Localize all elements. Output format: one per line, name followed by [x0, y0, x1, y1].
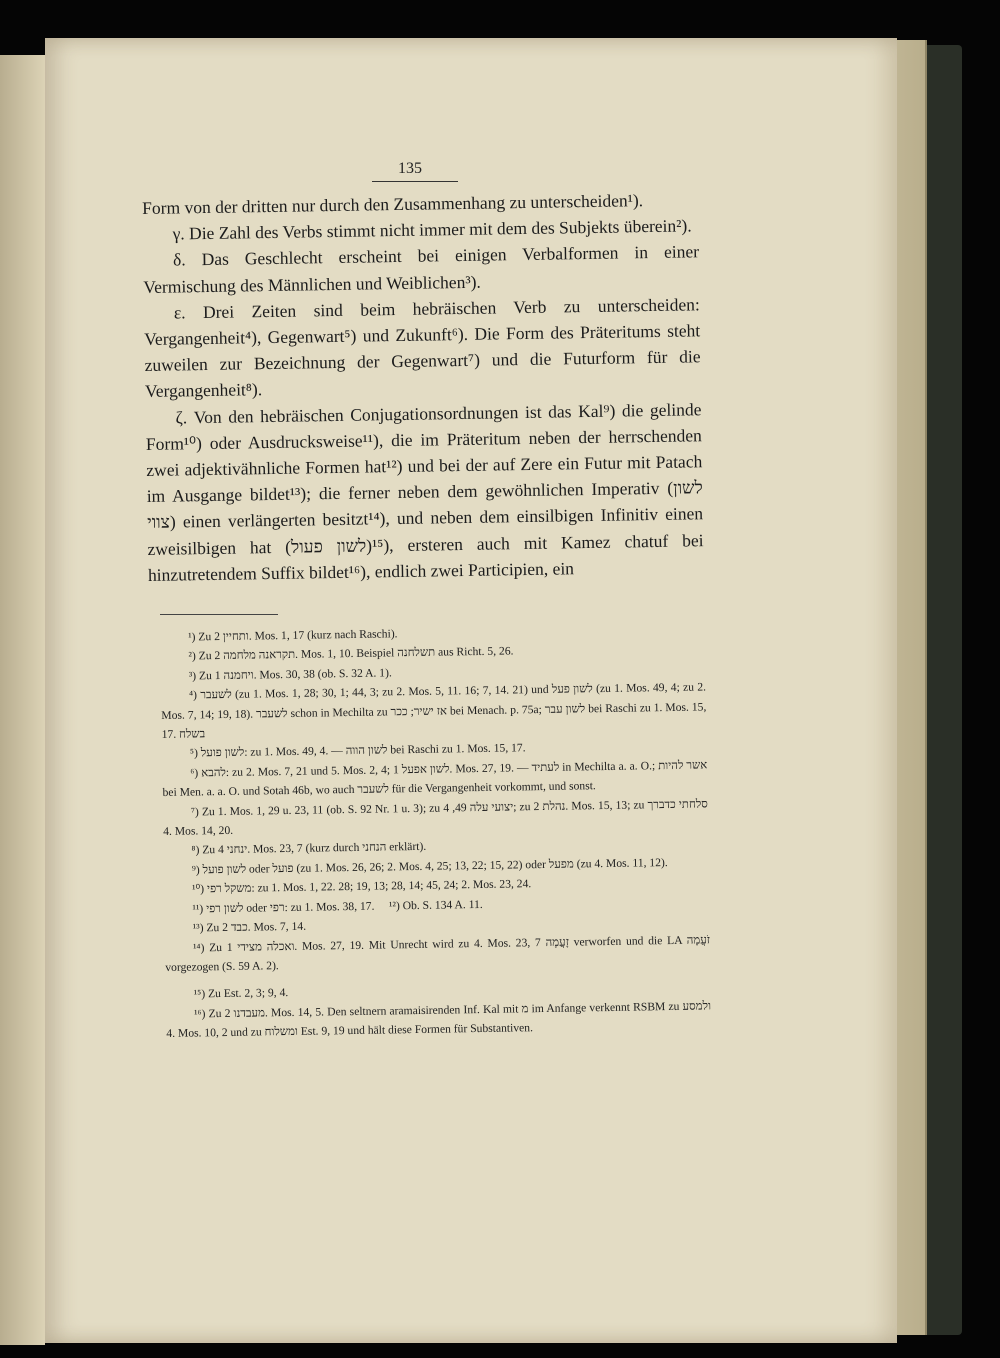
facing-page-edge [0, 55, 45, 1345]
footnote: ⁵) לשון פועל: zu 1. Mos. 49, 4. — לשון הווה bei Raschi zu 1. Mos. 15, 17. [189, 741, 526, 760]
body-paragraph: Form von der dritten nur durch den Zusammenhang zu unterscheiden¹). [142, 190, 644, 218]
footnote: ¹) Zu ותחיין 2. Mos. 1, 17 (kurz nach Raschi). [188, 627, 398, 644]
main-text [142, 186, 704, 588]
footnote: ¹⁴) Zu ואכלה מצידי 1. Mos. 27, 19. Mit Unrecht wird zu 4. Mos. 23, 7 זָעֲמָה verworfen und die LA זֹעֲמָה vorgezogen (S. 59 A. 2). [165, 932, 711, 974]
body-paragraph: γ. Die Zahl des Verbs stimmt nicht immer mit dem des Subjekts überein²). [172, 215, 692, 244]
footnote: ⁷) Zu 1. Mos. 1, 29 u. 23, 11 (ob. S. 92 Nr. 1 u. 3); zu יצועי עלה 49, 4; zu נהלת 2. Mos. 15, 13; zu סלחתי כדברך 4. Mos. 14, 20. [163, 797, 708, 839]
footnote: ²) Zu תקראנה מלחמה 2. Mos. 1, 10. Beispiel תשלחנה aus Richt. 5, 26. [188, 644, 514, 663]
footnote: ³) Zu ויחמנה 1. Mos. 30, 38 (ob. S. 32 A. 1). [188, 666, 392, 683]
footnote: ⁶) להבא: zu 2. Mos. 7, 21 und 5. Mos. 2, 4; לשון אפעל 1. Mos. 27, 19. — לעתיד in Mechilta a. a. O.; אשר להיות bei Men. a. a. O. und Sotah 46b, wo auch לשעבר für die Vergangenheit vorkommt, und sonst. [162, 758, 708, 800]
footnote: ¹⁰) משקל רפי: zu 1. Mos. 1, 22. 28; 19, 13; 28, 14; 45, 24; 2. Mos. 23, 24. [192, 877, 532, 896]
footnote: ¹³) Zu כבד 2. Mos. 7, 14. [192, 919, 307, 935]
footnote-separator [160, 614, 278, 615]
body-paragraph: ζ. Von den hebräischen Conjugationsordnungen ist das Kal⁹) die gelinde Form¹⁰) oder Ausdrucksweise¹¹), die im Präteritum neben der herrschenden zwei adjektivähnliche Formen hat¹²) und bei der auf Zere ein Futur mit Patach im Ausgange bildet¹³); die ferner neben dem gewöhnlichen Imperativ (לשון צווי) einen verlängerten besitzt¹⁴), und neben dem einsilbigen Infinitiv einen zweisilbigen hat (לשון פעול)¹⁵), ersteren auch mit Kamez chatuf bei hinzutretendem Suffix bildet¹⁶), endlich zwei Participien, ein [145, 398, 704, 585]
page-number-rule [372, 181, 458, 182]
footnote: ⁴) לשעבר (zu 1. Mos. 1, 28; 30, 1; 44, 3; zu 2. Mos. 5, 11. 16; 7, 14. 21) und לשון פעל (zu 1. Mos. 49, 4; zu 2. Mos. 7, 14; 19, 18). לשעבר schon in Mechilta zu אז ישיר; ככר bei Menach. p. 75a; לשון עבר bei Raschi zu 1. Mos. 15, 17. בשלח [161, 680, 707, 742]
body-paragraph: ε. Drei Zeiten sind beim hebräischen Verb zu unterscheiden: Vergangenheit⁴), Gegenwart⁵) und Zukunft⁶). Die Form des Präteritums steht zuweilen zur Bezeichnung der Gegenwart⁷) und die Futurform für die Vergangenheit⁸). [144, 294, 701, 402]
footnote: ⁹) לשון פועל oder פועל (zu 1. Mos. 26, 26; 2. Mos. 4, 25; 13, 22; 15, 22) oder מפעל (zu 4. Mos. 11, 12). [191, 855, 668, 877]
footnote: ¹⁶) Zu מעבדנו 2. Mos. 14, 5. Den seltnern aramaisirenden Inf. Kal mit מ im Anfange verkennt RSBM zu ולמסע 4. Mos. 10, 2 und zu ומשלוח Est. 9, 19 und hält diese Formen für Substantiven. [166, 999, 712, 1041]
footnote: ¹¹) לשון רפי oder רפי: zu 1. Mos. 38, 17. ¹²) Ob. S. 134 A. 11. [192, 897, 483, 916]
body-paragraph: δ. Das Geschlecht erscheint bei einigen Verbalformen in einer Vermischung des Männlichen und Weiblichen³). [143, 241, 700, 297]
footnote: ⁸) Zu ינחני 4. Mos. 23, 7 (kurz durch הנחני erklärt). [191, 840, 427, 858]
page-number: 135 [398, 160, 422, 177]
footnote: ¹⁵) Zu Est. 2, 3; 9, 4. [193, 986, 289, 1001]
footnotes [160, 619, 711, 1043]
